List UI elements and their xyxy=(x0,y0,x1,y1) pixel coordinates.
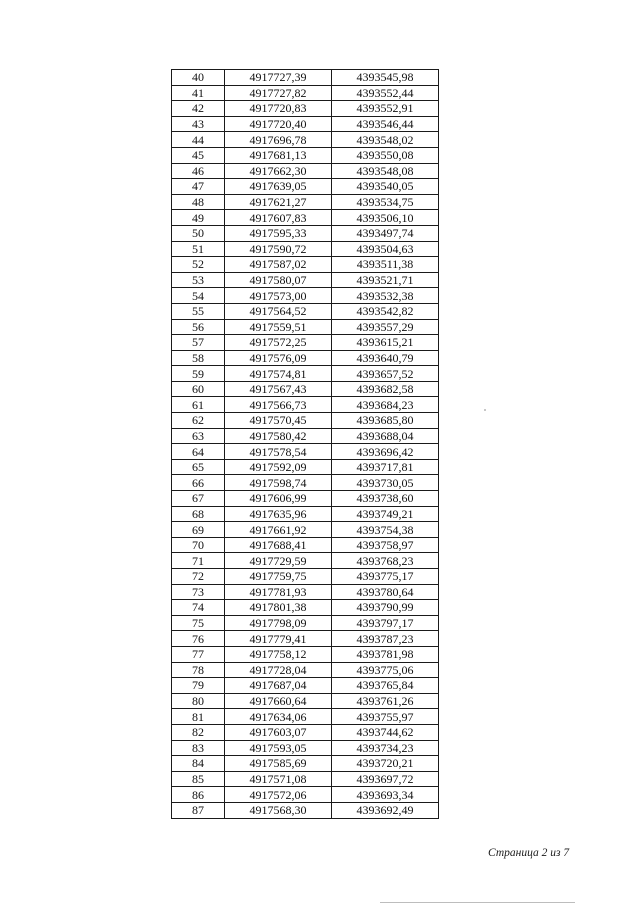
scan-speck xyxy=(484,409,486,411)
table-row xyxy=(172,802,439,818)
table-row xyxy=(172,584,439,600)
point-number-cell: 60 xyxy=(172,381,225,397)
y-coordinate-cell: 4393542,82 xyxy=(332,303,439,319)
y-coordinate-cell: 4393550,08 xyxy=(332,147,439,163)
y-coordinate-cell: 4393546,44 xyxy=(332,116,439,132)
x-coordinate-cell: 4917727,82 xyxy=(225,85,332,101)
x-coordinate-cell: 4917566,73 xyxy=(225,397,332,413)
page-number-footer: Страница 2 из 7 xyxy=(488,847,570,859)
y-coordinate-cell: 4393545,98 xyxy=(332,70,439,86)
table-row xyxy=(172,459,439,475)
table-row xyxy=(172,225,439,241)
table-row xyxy=(172,740,439,756)
y-coordinate-cell: 4393787,23 xyxy=(332,631,439,647)
x-coordinate-cell: 4917696,78 xyxy=(225,132,332,148)
y-coordinate-cell: 4393738,60 xyxy=(332,491,439,507)
x-coordinate-cell: 4917568,30 xyxy=(225,802,332,818)
point-number-cell: 58 xyxy=(172,350,225,366)
x-coordinate-cell: 4917687,04 xyxy=(225,678,332,694)
x-coordinate-cell: 4917729,59 xyxy=(225,553,332,569)
x-coordinate-cell: 4917559,51 xyxy=(225,319,332,335)
point-number-cell: 44 xyxy=(172,132,225,148)
x-coordinate-cell: 4917681,13 xyxy=(225,147,332,163)
table-row xyxy=(172,428,439,444)
point-number-cell: 54 xyxy=(172,288,225,304)
point-number-cell: 64 xyxy=(172,444,225,460)
x-coordinate-cell: 4917585,69 xyxy=(225,756,332,772)
y-coordinate-cell: 4393730,05 xyxy=(332,475,439,491)
table-row xyxy=(172,132,439,148)
table-row xyxy=(172,693,439,709)
y-coordinate-cell: 4393552,44 xyxy=(332,85,439,101)
point-number-cell: 63 xyxy=(172,428,225,444)
point-number-cell: 81 xyxy=(172,709,225,725)
x-coordinate-cell: 4917578,54 xyxy=(225,444,332,460)
y-coordinate-cell: 4393540,05 xyxy=(332,179,439,195)
y-coordinate-cell: 4393504,63 xyxy=(332,241,439,257)
y-coordinate-cell: 4393511,38 xyxy=(332,257,439,273)
table-row xyxy=(172,662,439,678)
x-coordinate-cell: 4917572,25 xyxy=(225,335,332,351)
table-row xyxy=(172,272,439,288)
table-row xyxy=(172,709,439,725)
x-coordinate-cell: 4917759,75 xyxy=(225,569,332,585)
table-row xyxy=(172,569,439,585)
x-coordinate-cell: 4917572,06 xyxy=(225,787,332,803)
table-row xyxy=(172,194,439,210)
x-coordinate-cell: 4917688,41 xyxy=(225,537,332,553)
y-coordinate-cell: 4393682,58 xyxy=(332,381,439,397)
x-coordinate-cell: 4917798,09 xyxy=(225,615,332,631)
point-number-cell: 78 xyxy=(172,662,225,678)
y-coordinate-cell: 4393506,10 xyxy=(332,210,439,226)
y-coordinate-cell: 4393552,91 xyxy=(332,101,439,117)
point-number-cell: 71 xyxy=(172,553,225,569)
point-number-cell: 80 xyxy=(172,693,225,709)
x-coordinate-cell: 4917781,93 xyxy=(225,584,332,600)
point-number-cell: 56 xyxy=(172,319,225,335)
x-coordinate-cell: 4917727,39 xyxy=(225,70,332,86)
table-row xyxy=(172,381,439,397)
x-coordinate-cell: 4917728,04 xyxy=(225,662,332,678)
table-row xyxy=(172,553,439,569)
y-coordinate-cell: 4393780,64 xyxy=(332,584,439,600)
x-coordinate-cell: 4917576,09 xyxy=(225,350,332,366)
point-number-cell: 87 xyxy=(172,802,225,818)
x-coordinate-cell: 4917621,27 xyxy=(225,194,332,210)
table-row xyxy=(172,646,439,662)
y-coordinate-cell: 4393548,02 xyxy=(332,132,439,148)
table-row xyxy=(172,288,439,304)
table-row xyxy=(172,85,439,101)
x-coordinate-cell: 4917603,07 xyxy=(225,724,332,740)
point-number-cell: 77 xyxy=(172,646,225,662)
point-number-cell: 57 xyxy=(172,335,225,351)
point-number-cell: 68 xyxy=(172,506,225,522)
point-number-cell: 67 xyxy=(172,491,225,507)
x-coordinate-cell: 4917571,08 xyxy=(225,771,332,787)
y-coordinate-cell: 4393534,75 xyxy=(332,194,439,210)
x-coordinate-cell: 4917720,40 xyxy=(225,116,332,132)
point-number-cell: 47 xyxy=(172,179,225,195)
y-coordinate-cell: 4393765,84 xyxy=(332,678,439,694)
table-row xyxy=(172,241,439,257)
coordinates-table xyxy=(171,69,439,819)
y-coordinate-cell: 4393688,04 xyxy=(332,428,439,444)
x-coordinate-cell: 4917720,83 xyxy=(225,101,332,117)
point-number-cell: 41 xyxy=(172,85,225,101)
point-number-cell: 49 xyxy=(172,210,225,226)
y-coordinate-cell: 4393790,99 xyxy=(332,600,439,616)
point-number-cell: 46 xyxy=(172,163,225,179)
point-number-cell: 69 xyxy=(172,522,225,538)
x-coordinate-cell: 4917598,74 xyxy=(225,475,332,491)
point-number-cell: 74 xyxy=(172,600,225,616)
table-row xyxy=(172,397,439,413)
y-coordinate-cell: 4393768,23 xyxy=(332,553,439,569)
x-coordinate-cell: 4917779,41 xyxy=(225,631,332,647)
y-coordinate-cell: 4393775,06 xyxy=(332,662,439,678)
x-coordinate-cell: 4917607,83 xyxy=(225,210,332,226)
table-row xyxy=(172,444,439,460)
y-coordinate-cell: 4393615,21 xyxy=(332,335,439,351)
bottom-edge-line xyxy=(380,902,575,903)
table-row xyxy=(172,319,439,335)
point-number-cell: 43 xyxy=(172,116,225,132)
point-number-cell: 48 xyxy=(172,194,225,210)
table-row xyxy=(172,615,439,631)
y-coordinate-cell: 4393720,21 xyxy=(332,756,439,772)
y-coordinate-cell: 4393749,21 xyxy=(332,506,439,522)
point-number-cell: 73 xyxy=(172,584,225,600)
x-coordinate-cell: 4917635,96 xyxy=(225,506,332,522)
y-coordinate-cell: 4393744,62 xyxy=(332,724,439,740)
y-coordinate-cell: 4393557,29 xyxy=(332,319,439,335)
point-number-cell: 50 xyxy=(172,225,225,241)
y-coordinate-cell: 4393775,17 xyxy=(332,569,439,585)
table-row xyxy=(172,210,439,226)
point-number-cell: 61 xyxy=(172,397,225,413)
table-row xyxy=(172,335,439,351)
table-row xyxy=(172,163,439,179)
point-number-cell: 51 xyxy=(172,241,225,257)
point-number-cell: 42 xyxy=(172,101,225,117)
y-coordinate-cell: 4393761,26 xyxy=(332,693,439,709)
x-coordinate-cell: 4917567,43 xyxy=(225,381,332,397)
table-row xyxy=(172,350,439,366)
table-row xyxy=(172,413,439,429)
y-coordinate-cell: 4393734,23 xyxy=(332,740,439,756)
table-row xyxy=(172,771,439,787)
x-coordinate-cell: 4917590,72 xyxy=(225,241,332,257)
y-coordinate-cell: 4393693,34 xyxy=(332,787,439,803)
x-coordinate-cell: 4917639,05 xyxy=(225,179,332,195)
y-coordinate-cell: 4393497,74 xyxy=(332,225,439,241)
table-row xyxy=(172,303,439,319)
x-coordinate-cell: 4917580,07 xyxy=(225,272,332,288)
table-row xyxy=(172,678,439,694)
point-number-cell: 62 xyxy=(172,413,225,429)
table-row xyxy=(172,257,439,273)
table-row xyxy=(172,724,439,740)
point-number-cell: 70 xyxy=(172,537,225,553)
x-coordinate-cell: 4917801,38 xyxy=(225,600,332,616)
y-coordinate-cell: 4393755,97 xyxy=(332,709,439,725)
table-row xyxy=(172,506,439,522)
y-coordinate-cell: 4393797,17 xyxy=(332,615,439,631)
table-row xyxy=(172,522,439,538)
table-row xyxy=(172,537,439,553)
point-number-cell: 82 xyxy=(172,724,225,740)
y-coordinate-cell: 4393548,08 xyxy=(332,163,439,179)
y-coordinate-cell: 4393657,52 xyxy=(332,366,439,382)
table-row xyxy=(172,631,439,647)
y-coordinate-cell: 4393754,38 xyxy=(332,522,439,538)
point-number-cell: 84 xyxy=(172,756,225,772)
point-number-cell: 79 xyxy=(172,678,225,694)
y-coordinate-cell: 4393685,80 xyxy=(332,413,439,429)
x-coordinate-cell: 4917592,09 xyxy=(225,459,332,475)
x-coordinate-cell: 4917593,05 xyxy=(225,740,332,756)
table-row xyxy=(172,179,439,195)
table-row xyxy=(172,366,439,382)
y-coordinate-cell: 4393717,81 xyxy=(332,459,439,475)
table-row xyxy=(172,491,439,507)
point-number-cell: 85 xyxy=(172,771,225,787)
table-row xyxy=(172,787,439,803)
x-coordinate-cell: 4917564,52 xyxy=(225,303,332,319)
y-coordinate-cell: 4393692,49 xyxy=(332,802,439,818)
x-coordinate-cell: 4917661,92 xyxy=(225,522,332,538)
y-coordinate-cell: 4393640,79 xyxy=(332,350,439,366)
point-number-cell: 52 xyxy=(172,257,225,273)
x-coordinate-cell: 4917573,00 xyxy=(225,288,332,304)
x-coordinate-cell: 4917606,99 xyxy=(225,491,332,507)
point-number-cell: 40 xyxy=(172,70,225,86)
coordinates-table-body xyxy=(172,70,439,819)
x-coordinate-cell: 4917587,02 xyxy=(225,257,332,273)
point-number-cell: 65 xyxy=(172,459,225,475)
table-row xyxy=(172,600,439,616)
table-row xyxy=(172,475,439,491)
y-coordinate-cell: 4393521,71 xyxy=(332,272,439,288)
point-number-cell: 55 xyxy=(172,303,225,319)
y-coordinate-cell: 4393684,23 xyxy=(332,397,439,413)
table-row xyxy=(172,70,439,86)
table-row xyxy=(172,116,439,132)
table-row xyxy=(172,756,439,772)
x-coordinate-cell: 4917574,81 xyxy=(225,366,332,382)
y-coordinate-cell: 4393781,98 xyxy=(332,646,439,662)
table-row xyxy=(172,101,439,117)
point-number-cell: 59 xyxy=(172,366,225,382)
y-coordinate-cell: 4393532,38 xyxy=(332,288,439,304)
x-coordinate-cell: 4917580,42 xyxy=(225,428,332,444)
point-number-cell: 72 xyxy=(172,569,225,585)
x-coordinate-cell: 4917660,64 xyxy=(225,693,332,709)
point-number-cell: 66 xyxy=(172,475,225,491)
x-coordinate-cell: 4917634,06 xyxy=(225,709,332,725)
point-number-cell: 86 xyxy=(172,787,225,803)
x-coordinate-cell: 4917595,33 xyxy=(225,225,332,241)
x-coordinate-cell: 4917570,45 xyxy=(225,413,332,429)
point-number-cell: 53 xyxy=(172,272,225,288)
point-number-cell: 45 xyxy=(172,147,225,163)
table-row xyxy=(172,147,439,163)
y-coordinate-cell: 4393758,97 xyxy=(332,537,439,553)
point-number-cell: 83 xyxy=(172,740,225,756)
x-coordinate-cell: 4917662,30 xyxy=(225,163,332,179)
point-number-cell: 75 xyxy=(172,615,225,631)
point-number-cell: 76 xyxy=(172,631,225,647)
y-coordinate-cell: 4393697,72 xyxy=(332,771,439,787)
y-coordinate-cell: 4393696,42 xyxy=(332,444,439,460)
x-coordinate-cell: 4917758,12 xyxy=(225,646,332,662)
